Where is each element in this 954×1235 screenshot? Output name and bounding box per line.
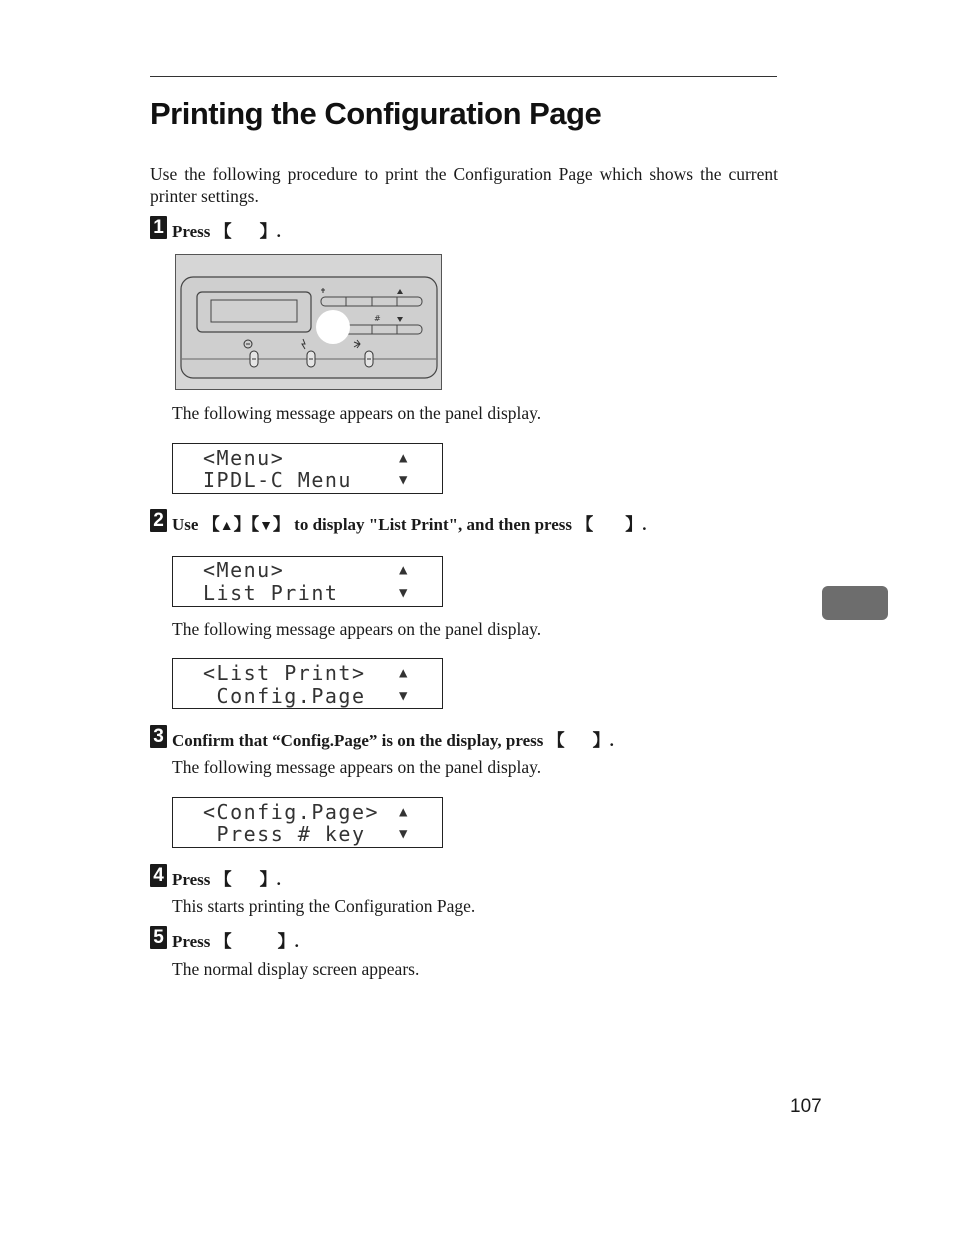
up-arrow-icon: ▲ xyxy=(399,562,408,578)
display-4-line-2: Press # key xyxy=(203,822,366,846)
step-5-text xyxy=(172,932,299,952)
up-arrow-icon: ▲ xyxy=(399,665,408,681)
left-bracket: 【 xyxy=(202,515,220,534)
panel-display-2 xyxy=(172,556,443,607)
left-bracket: 【 xyxy=(214,870,232,889)
message-text-2: The following message appears on the panel display. xyxy=(172,619,542,639)
left-bracket: 【 xyxy=(576,515,594,534)
step-2-number: 2 xyxy=(150,509,167,532)
right-bracket: 】 xyxy=(592,731,610,750)
step-1-number: 1 xyxy=(150,216,167,239)
step-4-number: 4 xyxy=(150,864,167,887)
step-5-suffix: . xyxy=(294,932,299,951)
display-1-line-2: IPDL-C Menu xyxy=(203,468,352,492)
step-2-prefix: Use xyxy=(172,515,199,534)
down-arrow-icon: ▼ xyxy=(399,826,408,842)
right-bracket: 】 xyxy=(233,515,251,534)
left-bracket: 【 xyxy=(214,932,232,951)
step-5-prefix: Press xyxy=(172,932,211,951)
display-3-line-1: <List Print> xyxy=(203,661,366,685)
control-panel-illustration xyxy=(175,254,442,390)
message-text-1: The following message appears on the panel display. xyxy=(172,403,542,423)
left-bracket: 【 xyxy=(250,515,260,534)
right-bracket: 】 xyxy=(259,222,277,241)
right-bracket: 】 xyxy=(272,515,290,534)
panel-display-4 xyxy=(172,797,443,848)
left-bracket: 【 xyxy=(547,731,565,750)
step-4-suffix: . xyxy=(276,870,281,889)
step-2-text xyxy=(172,515,647,537)
page-title: Printing the Configuration Page xyxy=(150,96,602,131)
intro-paragraph: Use the following procedure to print the Configuration Page which shows the current printer settings. xyxy=(150,164,778,206)
step-4-prefix: Press xyxy=(172,870,211,889)
step-5-number: 5 xyxy=(150,926,167,949)
right-bracket: 】 xyxy=(259,870,277,889)
down-arrow-icon: ▼ xyxy=(259,519,273,534)
step-1-suffix: . xyxy=(276,222,281,241)
display-1-line-1: <Menu> xyxy=(203,446,285,470)
step-3-text xyxy=(172,731,614,751)
panel-display-1 xyxy=(172,443,443,494)
right-bracket: 】 xyxy=(625,515,643,534)
up-arrow-icon: ▲ xyxy=(399,450,408,466)
display-4-line-1: <Config.Page> xyxy=(203,800,380,824)
right-bracket: 】 xyxy=(277,932,295,951)
chapter-tab xyxy=(822,586,888,620)
left-bracket: 【 xyxy=(214,222,232,241)
up-arrow-icon: ▲ xyxy=(399,804,408,820)
message-text-5: The normal display screen appears. xyxy=(172,959,420,979)
step-1-prefix: Press xyxy=(172,222,211,241)
step-3-suffix: . xyxy=(609,731,614,750)
panel-display-3 xyxy=(172,658,443,709)
display-2-line-2: List Print xyxy=(203,581,339,605)
page-number: 107 xyxy=(790,1096,822,1117)
down-arrow-icon: ▼ xyxy=(399,585,408,601)
step-3-prefix: Confirm that “Config.Page” is on the display, press xyxy=(172,731,544,750)
display-3-line-2: Config.Page xyxy=(203,684,366,708)
step-2-middle: to display "List Print", and then press xyxy=(294,515,573,534)
step-4-text xyxy=(172,870,281,890)
header-rule xyxy=(150,76,777,77)
printer-panel-icon xyxy=(176,255,441,389)
step-3-number: 3 xyxy=(150,725,167,748)
step-1-text xyxy=(172,222,281,242)
message-text-4: This starts printing the Configuration Page. xyxy=(172,896,476,916)
down-arrow-icon: ▼ xyxy=(399,688,408,704)
up-arrow-icon: ▲ xyxy=(219,519,234,534)
message-text-3: The following message appears on the panel display. xyxy=(172,757,542,777)
display-2-line-1: <Menu> xyxy=(203,558,285,582)
svg-text:#: # xyxy=(374,314,381,323)
step-2-suffix: . xyxy=(642,515,647,534)
down-arrow-icon: ▼ xyxy=(399,472,408,488)
